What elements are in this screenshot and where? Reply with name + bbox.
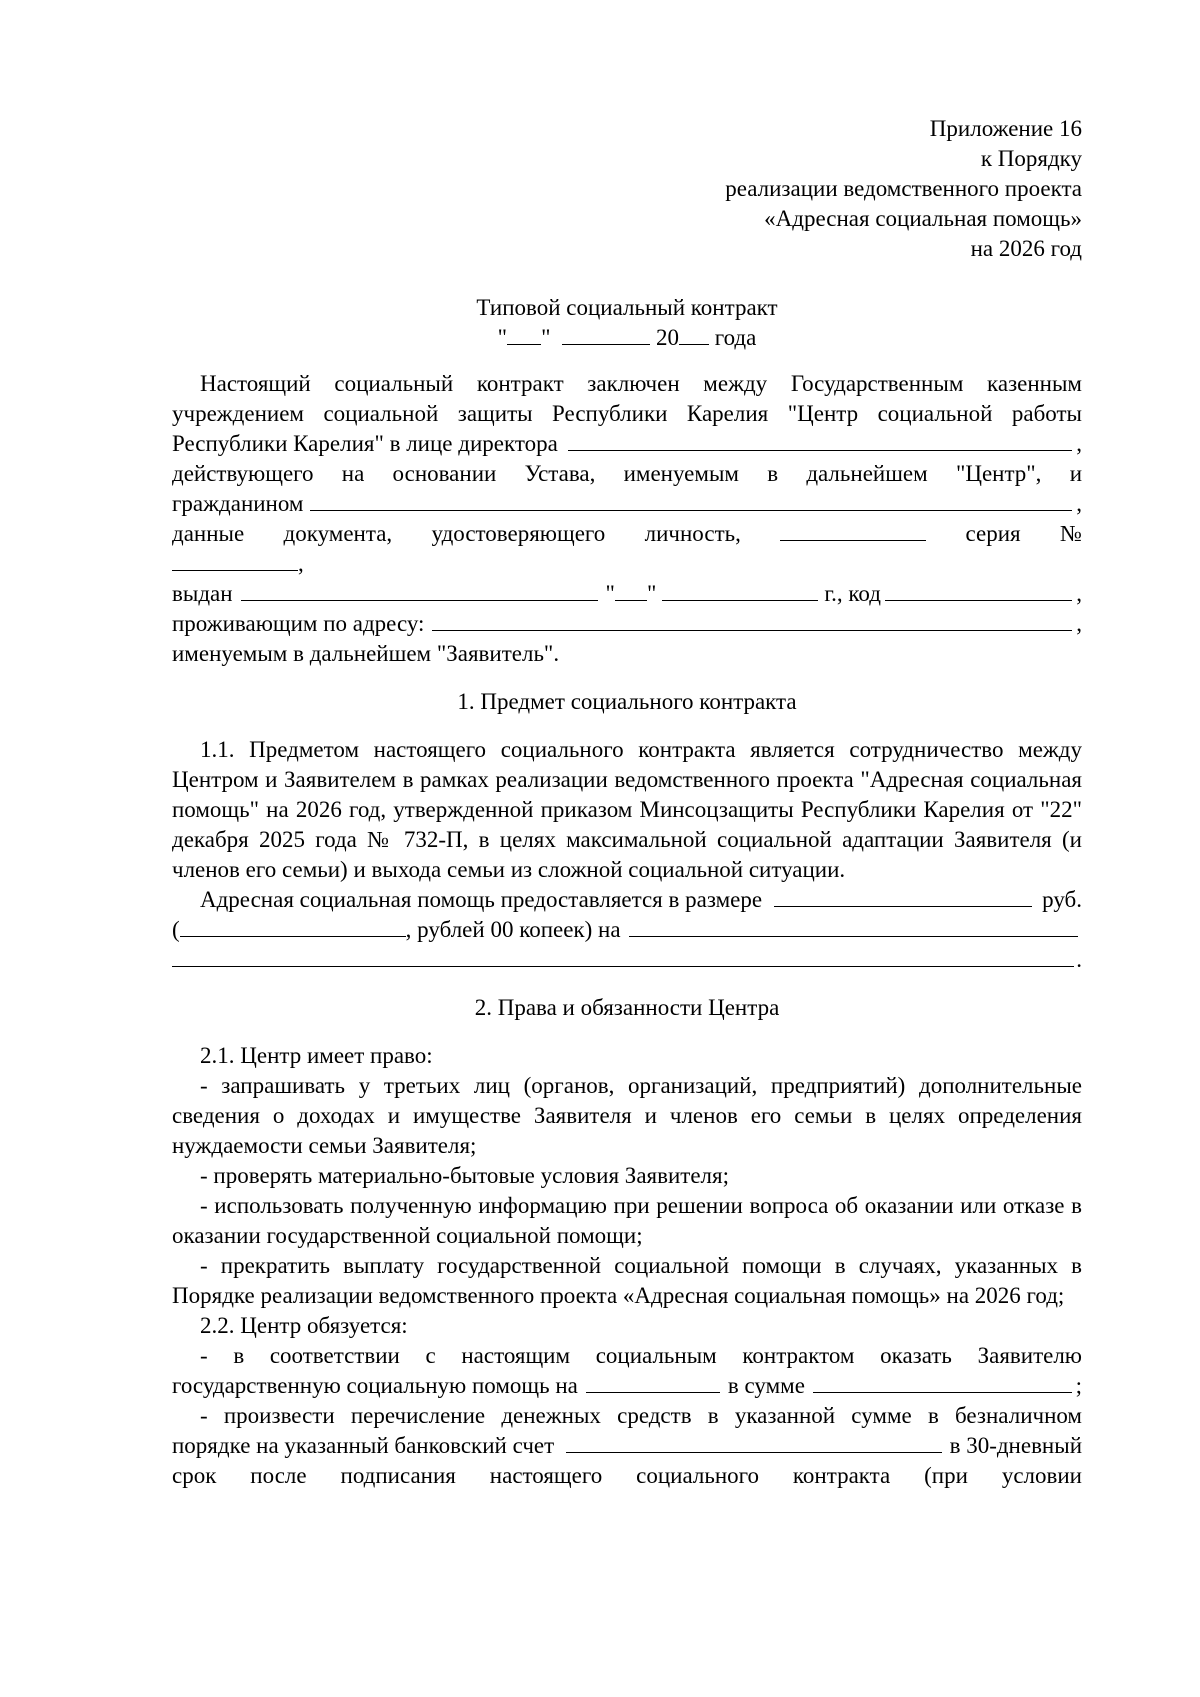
purpose-blank-2 <box>172 946 1074 967</box>
section-2-1-item: - использовать полученную информацию при решении вопроса об оказании или отказе в оказании государственной социальной помощи; <box>172 1193 1082 1248</box>
appendix-header <box>172 114 1082 264</box>
intro-line: действующего на основании Устава, именуемым в дальнейшем "Центр", и <box>172 461 1082 486</box>
section-2-2-line-account: порядке на указанный банковский счет в 30-дневный <box>172 1433 1082 1458</box>
title-date-line: " " 20 года <box>497 325 757 350</box>
intro-line-issued: выдан " " г., код , <box>172 581 1082 606</box>
section-2-2-line-assist: государственную социальную помощь на в сумме ; <box>172 1373 1082 1398</box>
issued-day-blank <box>615 580 647 601</box>
address-blank <box>432 610 1072 631</box>
intro-line: учреждением социальной защиты Республики Карелия "Центр социальной работы <box>172 401 1082 426</box>
section-1-body <box>172 735 1082 975</box>
intro-line-address: проживающим по адресу: , <box>172 611 1082 636</box>
amount-blank <box>774 886 1032 907</box>
document-blank <box>780 520 926 541</box>
assist-sum-blank <box>813 1372 1072 1393</box>
document-page <box>172 100 1082 1491</box>
intro-line-director: Республики Карелия" в лице директора , <box>172 431 1082 456</box>
intro-line: Настоящий социальный контракт заключен между Государственным казенным <box>200 371 1082 396</box>
section-2-1-item: - запрашивать у третьих лиц (органов, организаций, предприятий) дополнительные сведения о доходах и имуществе Заявителя и членов его семьи в целях определения нуждаемости семьи Заявителя; <box>172 1073 1082 1158</box>
citizen-blank <box>310 490 1073 511</box>
intro-line-document: данные документа, удостоверяющего личность, серия № <box>172 521 1082 546</box>
day-blank <box>507 324 541 345</box>
section-2-1-item: - проверять материально-бытовые условия Заявителя; <box>200 1163 729 1188</box>
assist-period-blank <box>586 1372 720 1393</box>
section-2-2-title: 2.2. Центр обязуется: <box>200 1313 408 1338</box>
section-1-heading: 1. Предмет социального контракта <box>457 689 797 714</box>
intro-line-citizen: гражданином , <box>172 491 1082 516</box>
appendix-line: на 2026 год <box>970 236 1082 261</box>
bank-account-blank <box>566 1432 941 1453</box>
intro-line: именуемым в дальнейшем "Заявитель". <box>172 641 560 666</box>
amount-words-line: ( , рублей 00 копеек) на <box>172 915 1082 945</box>
section-2-2-line: - в соответствии с настоящим социальным контрактом оказать Заявителю <box>200 1343 1082 1368</box>
appendix-line: к Порядку <box>980 146 1082 171</box>
section-1-paragraph: 1.1. Предметом настоящего социального контракта является сотрудничество между Центром и Заявителем в рамках реализации ведомственного проекта "Адресная социальная помощь" на 2026 год, утвержденной приказом Минсоцзащиты Республики Карелия от "22" декабря 2025 года № 732-П, в целях максимальной социальной адаптации Заявителя (и членов его семьи) и выхода семьи из сложной социальной ситуации. <box>172 737 1082 882</box>
title-heading: Типовой социальный контракт <box>476 295 778 320</box>
number-blank <box>172 550 298 571</box>
appendix-line: «Адресная социальная помощь» <box>764 206 1082 231</box>
code-blank <box>885 580 1072 601</box>
purpose-line: . <box>172 945 1082 975</box>
section-2-body <box>172 1041 1082 1491</box>
section-2-1-item: - прекратить выплату государственной социальной помощи в случаях, указанных в Порядке реализации ведомственного проекта «Адресная социальная помощь» на 2026 год; <box>172 1253 1082 1308</box>
amount-line: Адресная социальная помощь предоставляется в размере руб. <box>200 887 1082 912</box>
section-2-1-title: 2.1. Центр имеет право: <box>200 1043 433 1068</box>
intro-line-number: , <box>172 549 1082 579</box>
section-2-heading: 2. Права и обязанности Центра <box>474 995 780 1020</box>
director-blank <box>568 430 1072 451</box>
contract-title <box>172 293 1082 353</box>
issued-by-blank <box>241 580 598 601</box>
appendix-line: Приложение 16 <box>929 116 1082 141</box>
purpose-blank <box>629 916 1078 937</box>
year-blank <box>679 324 709 345</box>
appendix-line: реализации ведомственного проекта <box>725 176 1082 201</box>
section-2-2-line: срок после подписания настоящего социального контракта (при условии <box>172 1463 1082 1488</box>
amount-words-blank <box>180 916 406 937</box>
issued-date-blank <box>662 580 818 601</box>
intro-block <box>172 369 1082 669</box>
month-blank <box>562 324 650 345</box>
section-2-2-line: - произвести перечисление денежных средств в указанной сумме в безналичном <box>200 1403 1082 1428</box>
